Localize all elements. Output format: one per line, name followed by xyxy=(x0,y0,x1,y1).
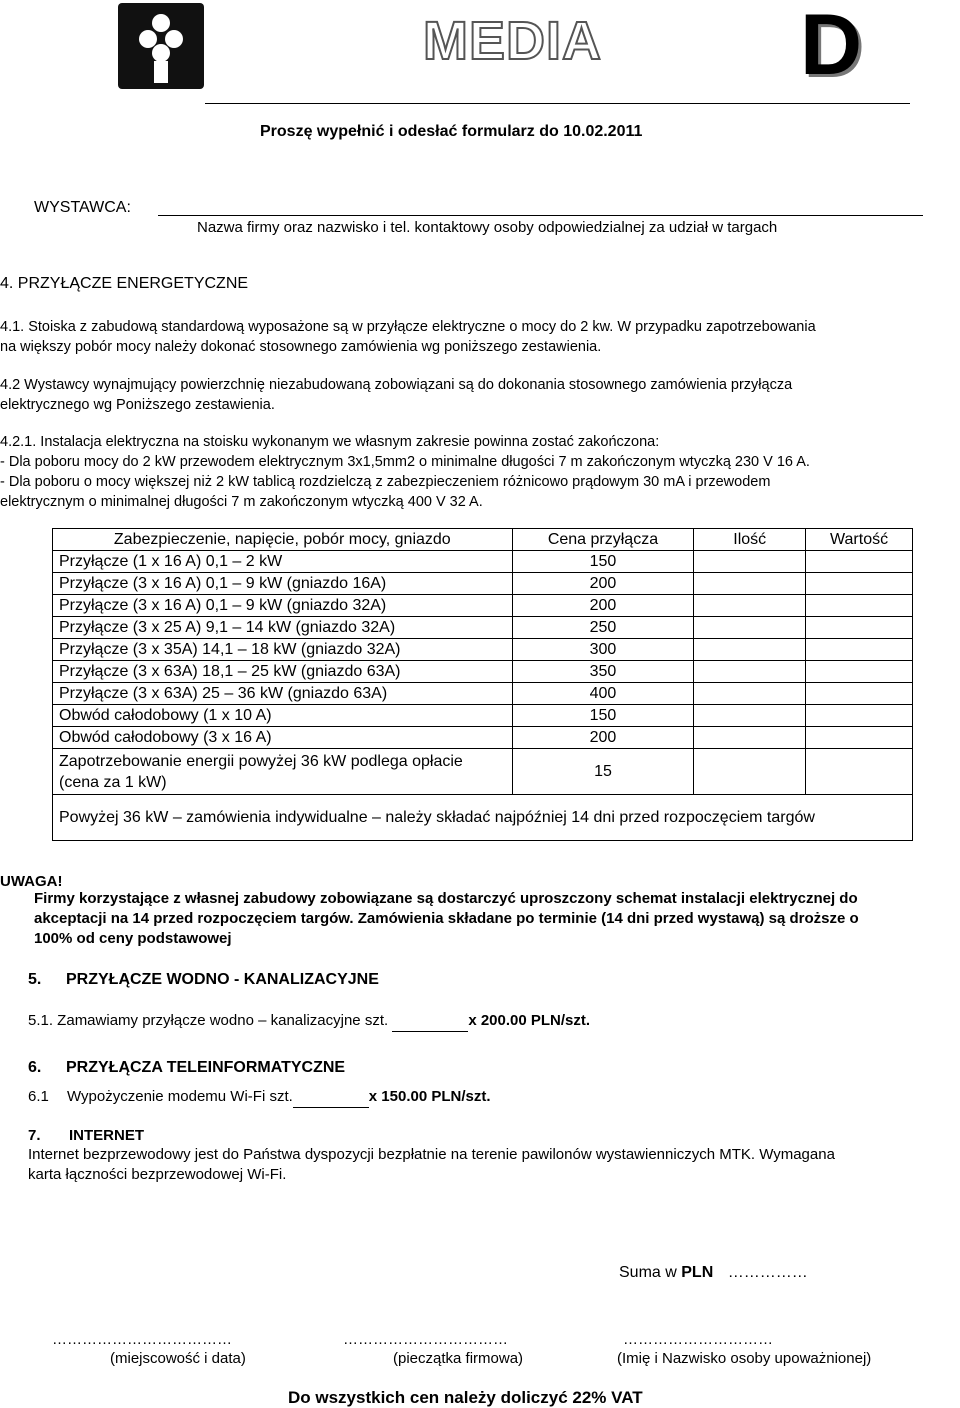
logo-letter: D xyxy=(800,0,863,93)
row-price: 150 xyxy=(512,705,694,727)
table-header-row xyxy=(53,529,913,551)
row-quantity-cell[interactable] xyxy=(694,661,806,683)
section5-heading: PRZYŁĄCZE WODNO - KANALIZACYJNE xyxy=(66,971,379,988)
table-row xyxy=(53,661,913,683)
table-row xyxy=(53,639,913,661)
water-quantity-field[interactable] xyxy=(392,1011,468,1032)
modem-rental-item xyxy=(28,1087,491,1108)
row-value-cell[interactable] xyxy=(806,705,913,727)
sum-label: Suma w xyxy=(619,1264,682,1281)
section421-line3: - Dla poboru o mocy większej niż 2 kW tablicą rozdzielczą z zabezpieczeniem różnicowo prądowym 30 mA i przewodem xyxy=(0,474,771,490)
authorized-person-caption: (Imię i Nazwisko osoby upoważnionej) xyxy=(617,1350,872,1367)
section4-heading: 4. PRZYŁĄCZE ENERGETYCZNE xyxy=(0,275,249,292)
row-value-cell[interactable] xyxy=(806,617,913,639)
row-price: 250 xyxy=(512,617,694,639)
section421-line4: elektrycznym o minimalnej długości 7 m zakończonym wtyczką 400 V 32 A. xyxy=(0,494,483,510)
row-value-cell[interactable] xyxy=(806,727,913,749)
internet-line1: Internet bezprzewodowy jest do Państwa dyspozycji bezpłatnie na terenie pawilonów wystawienniczych MTK. Wymagana xyxy=(28,1146,835,1163)
table-note-row xyxy=(53,795,913,841)
table-row xyxy=(53,551,913,573)
header-divider xyxy=(205,103,910,104)
row-item: Obwód całodobowy (3 x 16 A) xyxy=(53,727,513,749)
table-row xyxy=(53,749,913,795)
company-stamp-dots[interactable]: …………………………… xyxy=(343,1331,508,1348)
row-quantity-cell[interactable] xyxy=(694,683,806,705)
sum-field[interactable] xyxy=(619,1263,808,1283)
table-row xyxy=(53,573,913,595)
company-logo xyxy=(118,3,204,89)
table-row xyxy=(53,617,913,639)
row-price: 150 xyxy=(512,551,694,573)
place-date-caption: (miejscowość i data) xyxy=(110,1350,246,1367)
row-quantity-cell[interactable] xyxy=(694,573,806,595)
deadline-notice: Proszę wypełnić i odesłać formularz do 10.02.2011 xyxy=(260,123,643,140)
row-price: 200 xyxy=(512,595,694,617)
section41-line2: na większy pobór mocy należy dokonać stosownego zamówienia wg poniższego zestawienia. xyxy=(0,339,602,355)
people-logo-icon xyxy=(118,3,204,89)
section7-number: 7. xyxy=(28,1127,41,1144)
internet-line2: karta łączności bezprzewodowej Wi-Fi. xyxy=(28,1166,287,1183)
row-quantity-cell[interactable] xyxy=(694,705,806,727)
water-connection-label: 5.1. Zamawiamy przyłącze wodno – kanalizacyjne szt. xyxy=(28,1012,389,1029)
water-connection-item xyxy=(28,1011,590,1032)
row-item: Przyłącze (3 x 63A) 25 – 36 kW (gniazdo 63A) xyxy=(53,683,513,705)
authorized-person-dots[interactable]: ………………………… xyxy=(623,1331,773,1348)
row-item: Przyłącze (3 x 35A) 14,1 – 18 kW (gniazdo 32A) xyxy=(53,639,513,661)
row-price: 400 xyxy=(512,683,694,705)
section41-line1: 4.1. Stoiska z zabudową standardową wyposażone są w przyłącze elektryczne o mocy do 2 kw. W przypadku zapotrzebowania xyxy=(0,319,816,335)
sum-currency: PLN xyxy=(681,1264,714,1281)
section7-heading: INTERNET xyxy=(69,1127,144,1144)
row-quantity-cell[interactable] xyxy=(694,727,806,749)
row-value-cell[interactable] xyxy=(806,661,913,683)
section6-heading: PRZYŁĄCZA TELEINFORMATYCZNE xyxy=(66,1059,346,1076)
modem-item-number: 6.1 xyxy=(28,1088,49,1105)
row-value-cell[interactable] xyxy=(806,595,913,617)
row-price: 200 xyxy=(512,573,694,595)
row-price: 15 xyxy=(512,749,694,795)
vat-footer-note: Do wszystkich cen należy doliczyć 22% VAT xyxy=(288,1388,643,1407)
section42-line1: 4.2 Wystawcy wynajmujący powierzchnię niezabudowaną zobowiązani są do dokonania stosownego zamówienia przyłącza xyxy=(0,377,793,393)
section421-line2: - Dla poboru mocy do 2 kW przewodem elektrycznym 3x1,5mm2 o minimalne długości 7 m zakończonym wtyczką 230 V 16 A. xyxy=(0,454,810,470)
table-row xyxy=(53,727,913,749)
header-value: Wartość xyxy=(806,529,913,551)
section5-number: 5. xyxy=(28,971,42,988)
row-quantity-cell[interactable] xyxy=(694,617,806,639)
place-date-dots[interactable]: ……………………………… xyxy=(52,1331,232,1348)
row-value-cell[interactable] xyxy=(806,551,913,573)
sum-dots: …………… xyxy=(727,1264,808,1281)
row-item: Przyłącze (3 x 25 A) 9,1 – 14 kW (gniazdo 32A) xyxy=(53,617,513,639)
row-quantity-cell[interactable] xyxy=(694,749,806,795)
row-item: Przyłącze (1 x 16 A) 0,1 – 2 kW xyxy=(53,551,513,573)
row-value-cell[interactable] xyxy=(806,573,913,595)
warning-label: UWAGA! xyxy=(0,873,63,890)
table-row xyxy=(53,595,913,617)
exhibitor-label: WYSTAWCA: xyxy=(34,199,131,216)
header-protection: Zabezpieczenie, napięcie, pobór mocy, gniazdo xyxy=(53,529,513,551)
header-quantity: Ilość xyxy=(694,529,806,551)
modem-item-price: x 150.00 PLN/szt. xyxy=(368,1088,491,1105)
table-row xyxy=(53,683,913,705)
warning-line3: 100% od ceny podstawowej xyxy=(34,930,232,947)
row-value-cell[interactable] xyxy=(806,639,913,661)
row-item: Przyłącze (3 x 16 A) 0,1 – 9 kW (gniazdo 16A) xyxy=(53,573,513,595)
warning-line1: Firmy korzystające z własnej zabudowy zobowiązane są dostarczyć uproszczony schemat instalacji elektrycznej do xyxy=(34,890,858,907)
row-quantity-cell[interactable] xyxy=(694,595,806,617)
exhibitor-input-line[interactable] xyxy=(158,215,923,216)
modem-quantity-field[interactable] xyxy=(293,1087,369,1108)
warning-line2: akceptacji na 14 przed rozpoczęciem targów. Zamówienia składane po terminie (14 dni przed wystawą) są droższe o xyxy=(34,910,859,927)
row-price: 300 xyxy=(512,639,694,661)
company-stamp-caption: (pieczątka firmowa) xyxy=(393,1350,524,1367)
row-quantity-cell[interactable] xyxy=(694,551,806,573)
section6-number: 6. xyxy=(28,1059,42,1076)
water-connection-price: x 200.00 PLN/szt. xyxy=(468,1012,591,1029)
section421-line1: 4.2.1. Instalacja elektryczna na stoisku wykonanym we własnym zakresie powinna zostać zakończona: xyxy=(0,434,660,450)
logo-wordmark: MEDIA xyxy=(423,11,602,71)
connection-price-table xyxy=(52,528,913,841)
row-price: 350 xyxy=(512,661,694,683)
row-value-cell[interactable] xyxy=(806,749,913,795)
header-price: Cena przyłącza xyxy=(512,529,694,551)
modem-item-label: Wypożyczenie modemu Wi-Fi szt. xyxy=(67,1088,293,1105)
row-item: Przyłącze (3 x 63A) 18,1 – 25 kW (gniazdo 63A) xyxy=(53,661,513,683)
row-item: Zapotrzebowanie energii powyżej 36 kW podlega opłacie (cena za 1 kW) xyxy=(53,749,513,795)
row-value-cell[interactable] xyxy=(806,683,913,705)
row-quantity-cell[interactable] xyxy=(694,639,806,661)
table-row xyxy=(53,705,913,727)
section42-line2: elektrycznego wg Poniższego zestawienia. xyxy=(0,397,275,413)
exhibitor-caption: Nazwa firmy oraz nazwisko i tel. kontaktowy osoby odpowiedzialnej za udział w targach xyxy=(197,219,778,236)
individual-orders-note: Powyżej 36 kW – zamówienia indywidualne – należy składać najpóźniej 14 dni przed rozpoczęciem targów xyxy=(53,795,913,841)
row-item: Obwód całodobowy (1 x 10 A) xyxy=(53,705,513,727)
row-item: Przyłącze (3 x 16 A) 0,1 – 9 kW (gniazdo 32A) xyxy=(53,595,513,617)
row-price: 200 xyxy=(512,727,694,749)
